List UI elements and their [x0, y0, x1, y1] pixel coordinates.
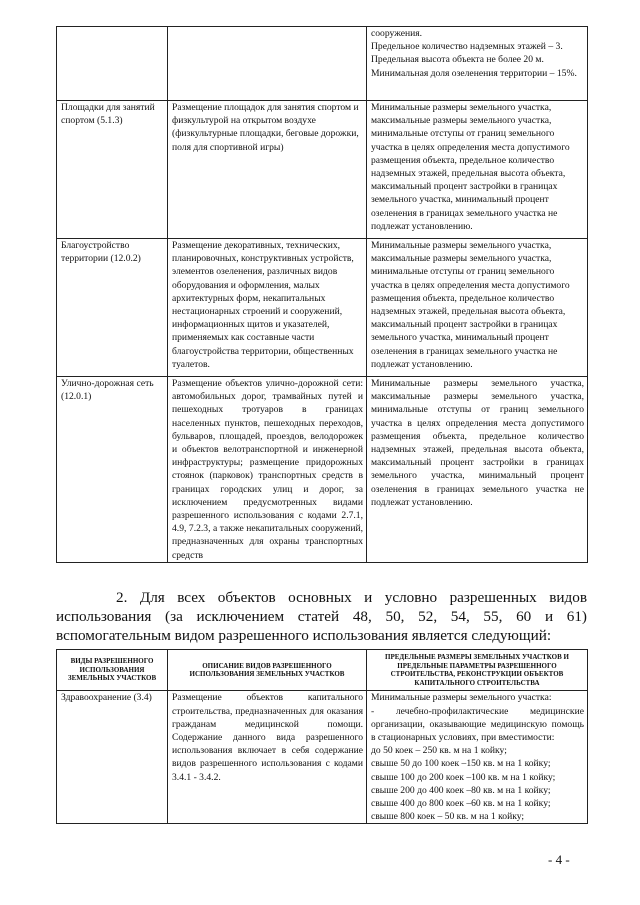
column-header-parameters: ПРЕДЕЛЬНЫЕ РАЗМЕРЫ ЗЕМЕЛЬНЫХ УЧАСТКОВ И ПРЕДЕЛЬНЫЕ ПАРАМЕТРЫ РАЗРЕШЕННОГО СТРОИТЕЛЬСТВА, РЕКОНСТРУКЦИИ ОБЪЕКТОВ КАПИТАЛЬНОГО СТРОИТЕЛЬСТВА — [367, 650, 588, 691]
parameters-cell — [367, 27, 588, 101]
table-row — [57, 27, 588, 101]
use-type-cell: Площадки для занятий спортом (5.1.3) — [57, 101, 168, 239]
parameter-line: Минимальная доля озеленения территории – 15%. — [371, 67, 577, 79]
parameter-line: свыше 100 до 200 коек –100 кв. м на 1 койку; — [371, 771, 556, 783]
parameter-line: сооружения. — [371, 28, 423, 39]
parameters-cell: Минимальные размеры земельного участка, максимальные размеры земельного участка, минимальные отступы от границ земельного участка в целях определения места допустимого размещения объекта, предельное количество надземных этажей, предельная высота объекта, максимальный процент застройки в границах земельного участка, минимальный процент озеленения в границах земельного участка не подлежат установлению. — [367, 377, 588, 563]
parameter-line: - лечебно-профилактические медицинские организации, оказывающие медицинскую помощь в стационарных условиях, при вместимости: — [371, 705, 584, 743]
table-row — [57, 239, 588, 377]
column-header-description: ОПИСАНИЕ ВИДОВ РАЗРЕШЕННОГО ИСПОЛЬЗОВАНИЯ ЗЕМЕЛЬНЫХ УЧАСТКОВ — [168, 650, 367, 691]
use-description-cell: Размещение декоративных, технических, планировочных, конструктивных устройств, элементов озеленения, различных видов оборудования и оформления, малых архитектурных форм, некапитальных нестационарных строений и сооружений, информационных щитов и указателей, применяемых как составные части благоустройства территории, общественных туалетов. — [168, 239, 367, 377]
use-description-cell — [168, 27, 367, 101]
parameter-line: свыше 50 до 100 коек –150 кв. м на 1 койку; — [371, 758, 551, 770]
parameter-line: Минимальные размеры земельного участка: — [371, 692, 552, 704]
parameter-line: свыше 400 до 800 коек –60 кв. м на 1 койку; — [371, 798, 551, 809]
table-header-row — [57, 650, 588, 691]
parameters-cell: Минимальные размеры земельного участка, максимальные размеры земельного участка, минимальные отступы от границ земельного участка в целях определения места допустимого размещения объекта, предельное количество надземных этажей, предельная высота объекта, максимальный процент застройки в границах земельного участка, минимальный процент озеленения в границах земельного участка не подлежат установлению. — [367, 239, 588, 377]
parameter-line: свыше 200 до 400 коек –80 кв. м на 1 койку; — [371, 784, 551, 796]
parameter-line: до 50 коек – 250 кв. м на 1 койку; — [371, 745, 507, 757]
table-row — [57, 691, 588, 824]
parameter-line: свыше 800 коек – 50 кв. м на 1 койку; — [371, 811, 525, 823]
page-number: - 4 - — [548, 852, 570, 867]
table-row — [57, 101, 588, 239]
column-header-use-type: ВИДЫ РАЗРЕШЕННОГО ИСПОЛЬЗОВАНИЯ ЗЕМЕЛЬНЫХ УЧАСТКОВ — [57, 650, 168, 691]
use-description-cell: Размещение площадок для занятия спортом и физкультурой на открытом воздухе (физкультурные площадки, беговые дорожки, поля для спортивной игры) — [168, 101, 367, 239]
parameter-line: Предельная высота объекта не более 20 м. — [371, 54, 544, 66]
parameter-line: Предельное количество надземных этажей – 3. — [371, 41, 563, 53]
use-description-cell: Размещение объектов капитального строительства, предназначенных для оказания гражданам медицинской помощи. Содержание данного вида разрешенного использования включает в себя содержание видов разрешенного использования с кодами 3.4.1 - 3.4.2. — [168, 691, 367, 824]
paragraph-text: 2. Для всех объектов основных и условно разрешенных видов использования (за исключением статей 48, 50, 52, 54, 55, 60 и 61) вспомогательным видом разрешенного использования является следующий: — [56, 589, 587, 644]
use-description-cell: Размещение объектов улично-дорожной сети: автомобильных дорог, трамвайных путей и пешеходных тротуаров в границах населенных пунктов, пешеходных переходов, бульваров, площадей, проездов, велодорожек и объектов велотранспортной и инженерной инфраструктуры; размещение придорожных стоянок (парковок) транспортных средств в границах городских улиц и дорог, за исключением предусмотренных видами разрешенного использования с кодами 2.7.1, 4.9, 7.2.3, а также некапитальных сооружений, предназначенных для охраны транспортных средств — [168, 377, 367, 563]
accessory-use-table — [56, 649, 588, 824]
use-type-cell — [57, 27, 168, 101]
parameters-cell — [367, 691, 588, 824]
land-use-table-continued — [56, 26, 588, 563]
accessory-use-paragraph — [56, 588, 587, 645]
use-type-cell: Здравоохранение (3.4) — [57, 691, 168, 824]
use-type-cell: Благоустройство территории (12.0.2) — [57, 239, 168, 377]
table-row — [57, 377, 588, 563]
use-type-cell: Улично-дорожная сеть (12.0.1) — [57, 377, 168, 563]
parameters-cell: Минимальные размеры земельного участка, максимальные размеры земельного участка, минимальные отступы от границ земельного участка в целях определения места допустимого размещения объекта, предельное количество надземных этажей, предельная высота объекта, максимальный процент застройки в границах земельного участка, минимальный процент озеленения в границах земельного участка не подлежат установлению. — [367, 101, 588, 239]
